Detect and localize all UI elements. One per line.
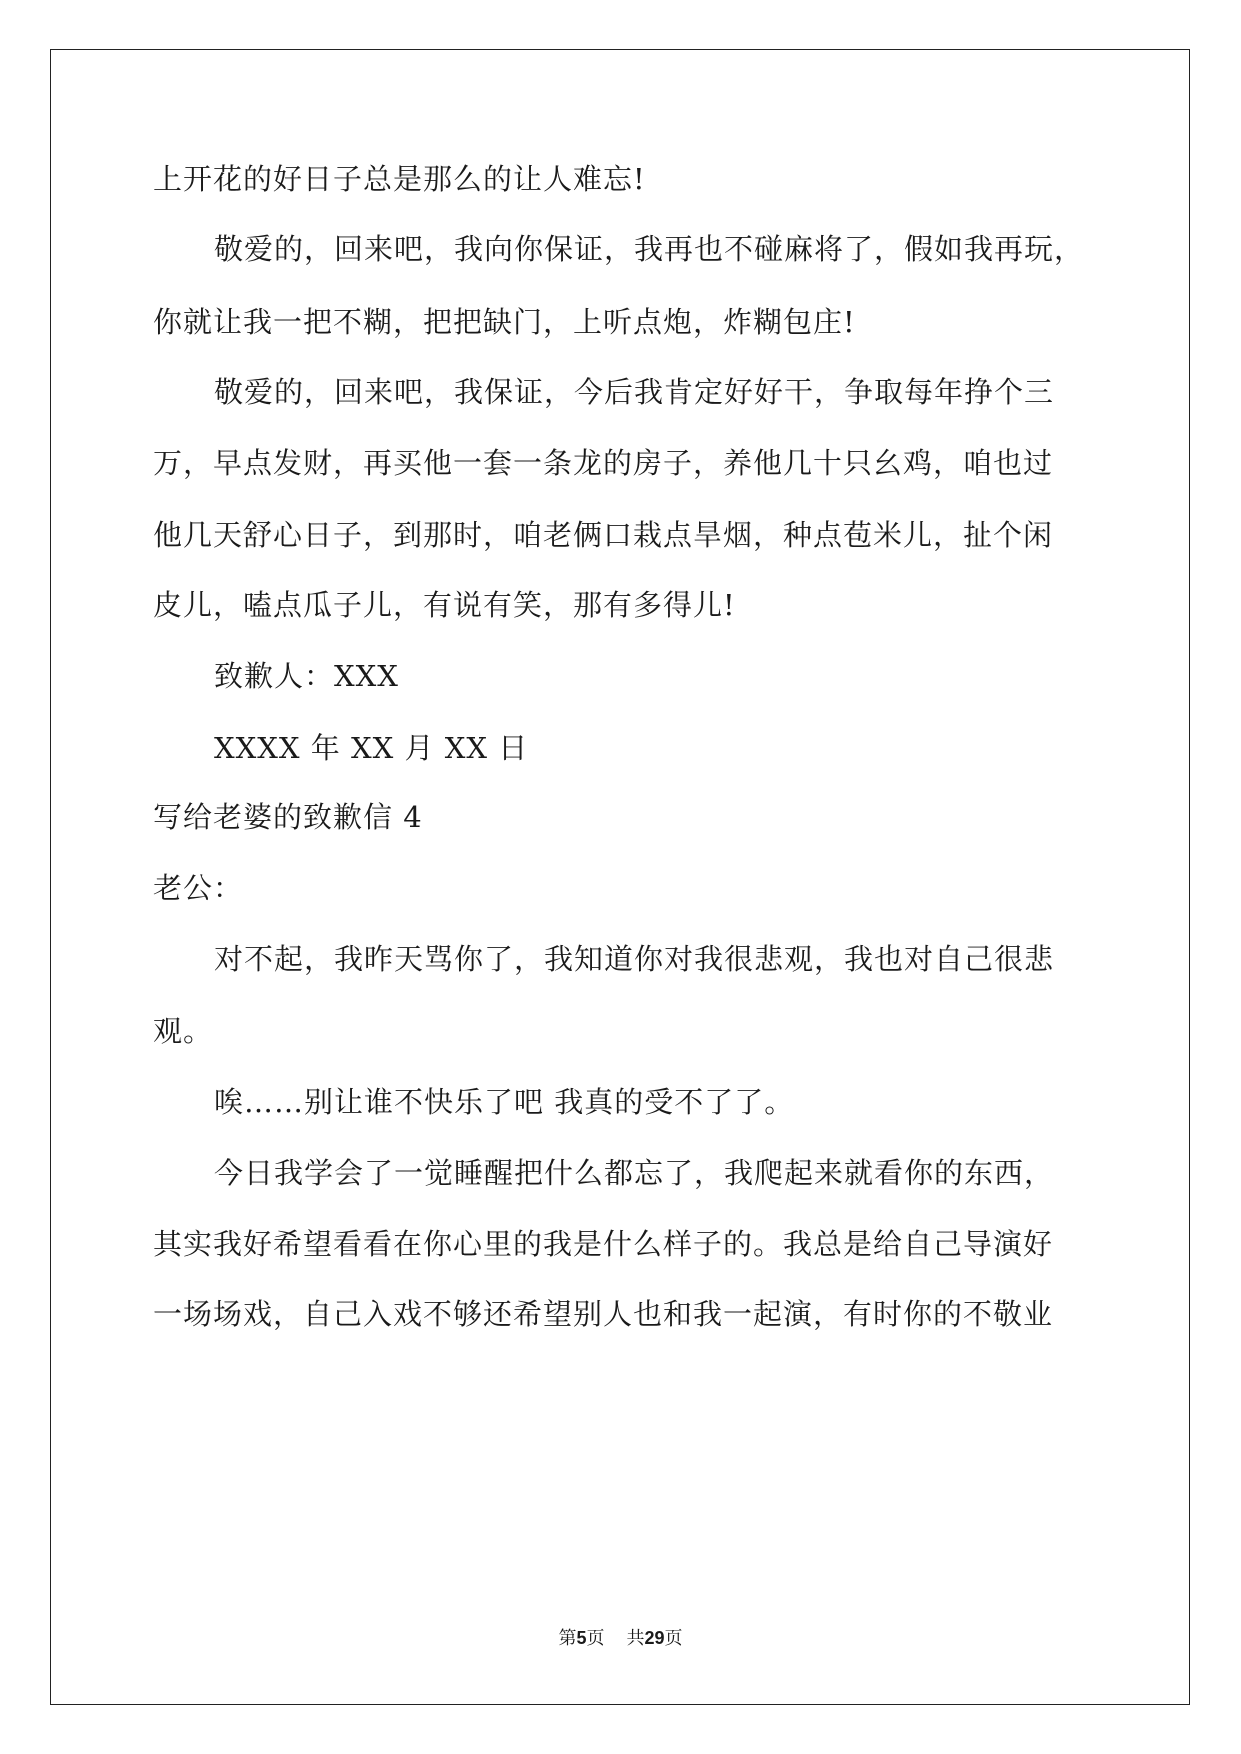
text-line-12: 对不起，我昨天骂你了，我知道你对我很悲观，我也对自己很悲 [214, 942, 1055, 976]
text-line-4: 敬爱的，回来吧，我保证，今后我肯定好好干，争取每年挣个三 [214, 375, 1055, 409]
total-suffix: 页 [664, 1628, 683, 1649]
section-heading: 写给老婆的致歉信 4 [153, 800, 423, 834]
text-line-13: 观。 [153, 1014, 214, 1048]
text-line-17: 一场场戏，自己入戏不够还希望别人也和我一起演，有时你的不敬业 [153, 1297, 1054, 1331]
text-line-2: 敬爱的，回来吧，我向你保证，我再也不碰麻将了，假如我再玩， [214, 232, 1085, 266]
signature-line: 致歉人：XXX [214, 659, 399, 693]
text-line-1: 上开花的好日子总是那么的让人难忘! [153, 162, 646, 196]
page-suffix: 页 [586, 1628, 605, 1649]
text-line-5: 万，早点发财，再买他一套一条龙的房子，养他几十只幺鸡，咱也过 [153, 446, 1054, 480]
date-line: XXXX 年 XX 月 XX 日 [214, 731, 529, 765]
text-line-16: 其实我好希望看看在你心里的我是什么样子的。我总是给自己导演好 [153, 1227, 1054, 1261]
page-number: 5 [576, 1628, 587, 1648]
total-pages: 29 [644, 1628, 665, 1648]
text-line-6: 他几天舒心日子，到那时，咱老俩口栽点旱烟，种点苞米儿，扯个闲 [153, 518, 1054, 552]
text-line-14: 唉……别让谁不快乐了吧 我真的受不了了。 [214, 1085, 795, 1119]
total-prefix: 共 [626, 1628, 645, 1649]
text-line-3: 你就让我一把不糊，把把缺门，上听点炮，炸糊包庄! [153, 305, 856, 339]
page-prefix: 第 [558, 1628, 577, 1649]
text-line-7: 皮儿，嗑点瓜子儿，有说有笑，那有多得儿! [153, 588, 736, 622]
text-line-15: 今日我学会了一觉睡醒把什么都忘了，我爬起来就看你的东西， [214, 1156, 1055, 1190]
page-footer [0, 1626, 1241, 1651]
salutation: 老公： [153, 871, 244, 905]
